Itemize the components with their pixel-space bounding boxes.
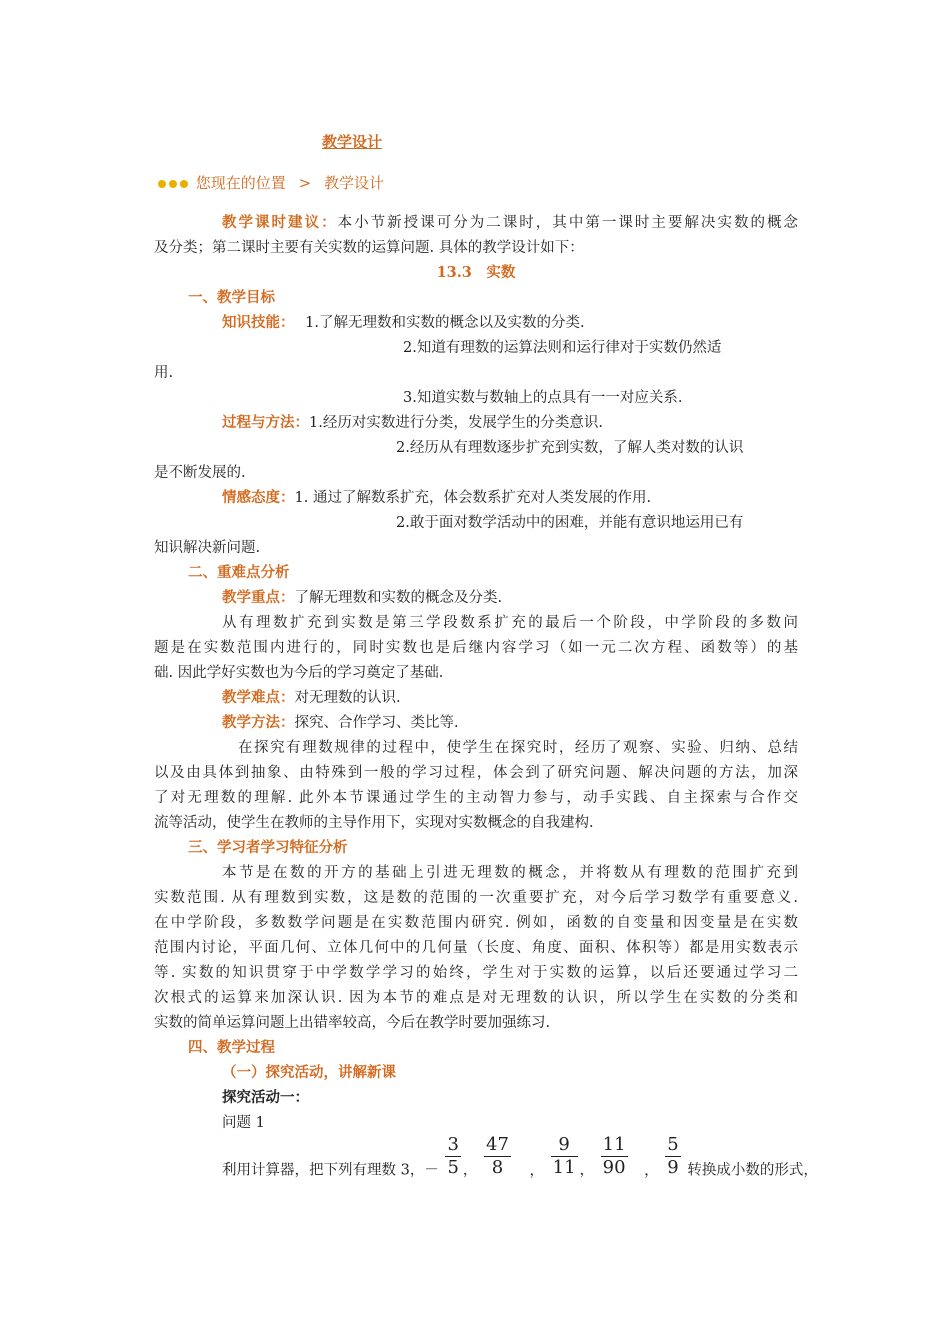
heading-key-points: 二、重难点分析	[188, 564, 290, 581]
learner-para-line-1: 本节是在数的开方的基础上引进无理数的概念，并将数从有理数的范围扩充到	[222, 865, 798, 881]
key-para-line-3: 础. 因此学好实数也为今后的学习奠定了基础.	[154, 665, 444, 681]
method-row-1	[222, 413, 603, 433]
skill-item-2-cont: 用.	[154, 365, 174, 381]
fraction-5-9: $\frac{5}{9}$	[667, 1134, 679, 1178]
fraction-9-11: $\frac{9}{11}$	[552, 1134, 576, 1178]
fraction-3-5: $\frac{3}{5}$	[447, 1134, 459, 1178]
subheading-exploration: （一）探究活动，讲解新课	[222, 1064, 396, 1081]
question-label: 问题 1	[222, 1115, 265, 1131]
intro-text-1: 本小节新授课可分为二课时，其中第一课时主要解决实数的概念	[337, 215, 799, 231]
difficulty-row	[222, 688, 401, 708]
attitude-item-2: 2.敢于面对数学活动中的困难，并能有意识地运用已有	[396, 515, 744, 531]
attitude-item-2-cont: 知识解决新问题.	[154, 540, 261, 556]
section-title: 13.3 实数	[436, 264, 516, 281]
key-label: 教学重点：	[222, 589, 295, 606]
difficulty-label: 教学难点：	[222, 689, 295, 706]
learner-para-line-3: 在中学阶段，多数数学问题是在实数范围内研究. 例如，函数的自变量和因变量是在实数	[154, 915, 798, 931]
question-tail: 转换成小数的形式，	[687, 1162, 818, 1179]
comma: ，	[579, 1162, 595, 1179]
breadcrumb	[158, 172, 384, 193]
skill-item-1: 1.了解无理数和实数的概念以及实数的分类.	[305, 315, 585, 331]
skill-item-3: 3.知道实数与数轴上的点具有一一对应关系.	[403, 390, 683, 406]
intro-line-2: 及分类；第二课时主要有关实数的运算问题. 具体的教学设计如下：	[154, 240, 584, 256]
question-lead: 利用计算器，把下列有理数 3，－	[222, 1162, 439, 1179]
method-item-1: 1.经历对实数进行分类，发展学生的分类意识.	[309, 415, 603, 431]
skill-item-2: 2.知道有理数的运算法则和运行律对于实数仍然适	[403, 340, 722, 356]
learner-para-line-7: 实数的简单运算问题上出错率较高，今后在教学时要加强练习.	[154, 1015, 551, 1031]
teaching-method-text: 探究、合作学习、类比等.	[294, 715, 459, 731]
method-item-2: 2.经历从有理数逐步扩充到实数，了解人类对数的认识	[396, 440, 744, 456]
method-para-line-4: 流等活动，使学生在教师的主导作用下，实现对实数概念的自我建构.	[154, 815, 594, 831]
learner-para-line-4: 范围内讨论，平面几何、立体几何中的几何量（长度、角度、面积、体积等）都是用实数表示	[154, 940, 798, 956]
method-item-2-cont: 是不断发展的.	[154, 465, 246, 481]
intro-line-1	[222, 213, 798, 233]
breadcrumb-current[interactable]: 您现在的位置	[195, 174, 286, 192]
comma: ，	[462, 1162, 478, 1179]
comma: ，	[644, 1162, 659, 1179]
intro-label: 教学课时建议：	[222, 214, 338, 231]
attitude-item-1: 1. 通过了解数系扩充，体会数系扩充对人类发展的作用.	[294, 490, 652, 506]
method-para-line-2: 以及由具体到抽象、由特殊到一般的学习过程，体会到了研究问题、解决问题的方法，加深	[154, 765, 798, 781]
heading-teaching-process: 四、教学过程	[188, 1039, 275, 1056]
method-para-line-1: 在探究有理数规律的过程中，使学生在探究时，经历了观察、实验、归纳、总结	[238, 740, 798, 756]
difficulty-text: 对无理数的认识.	[294, 690, 401, 706]
learner-para-line-6: 次根式的运算来加深认识. 因为本节的难点是对无理数的认识，所以学生在实数的分类和	[154, 990, 798, 1006]
teaching-method-row	[222, 713, 459, 733]
fraction-11-90: $\frac{11}{90}$	[602, 1134, 626, 1178]
attitude-label: 情感态度：	[222, 489, 295, 506]
page-title[interactable]: 教学设计	[322, 133, 383, 151]
heading-learner-analysis: 三、学习者学习特征分析	[188, 839, 348, 856]
activity-title: 探究活动一：	[222, 1089, 309, 1106]
question-text-row	[222, 1134, 818, 1182]
breadcrumb-separator: >	[298, 174, 312, 192]
key-point-row	[222, 588, 502, 608]
heading-objectives: 一、教学目标	[188, 289, 275, 306]
breadcrumb-page[interactable]: 教学设计	[323, 174, 384, 192]
key-para-line-2: 题是在实数范围内进行的，同时实数也是后继内容学习（如一元二次方程、函数等）的基	[154, 640, 798, 656]
comma: ，	[529, 1162, 545, 1179]
teaching-method-label: 教学方法：	[222, 714, 295, 731]
fraction-47-8: $\frac{47}{8}$	[486, 1134, 509, 1178]
method-label: 过程与方法：	[222, 414, 309, 431]
skill-row-1	[222, 313, 585, 333]
method-para-line-3: 了对无理数的理解. 此外本节课通过学生的主动智力参与，动手实践、自主探索与合作交	[154, 790, 798, 806]
dots-icon	[158, 174, 191, 192]
attitude-row-1	[222, 488, 651, 508]
learner-para-line-5: 等. 实数的知识贯穿于中学数学学习的始终，学生对于实数的运算，以后还要通过学习二	[154, 965, 798, 981]
learner-para-line-2: 实数范围. 从有理数到实数，这是数的范围的一次重要扩充，对今后学习数学有重要意义.	[154, 890, 798, 906]
skill-label: 知识技能：	[222, 314, 295, 331]
key-para-line-1: 从有理数扩充到实数是第三学段数系扩充的最后一个阶段，中学阶段的多数问	[222, 615, 798, 631]
key-text: 了解无理数和实数的概念及分类.	[294, 590, 503, 606]
